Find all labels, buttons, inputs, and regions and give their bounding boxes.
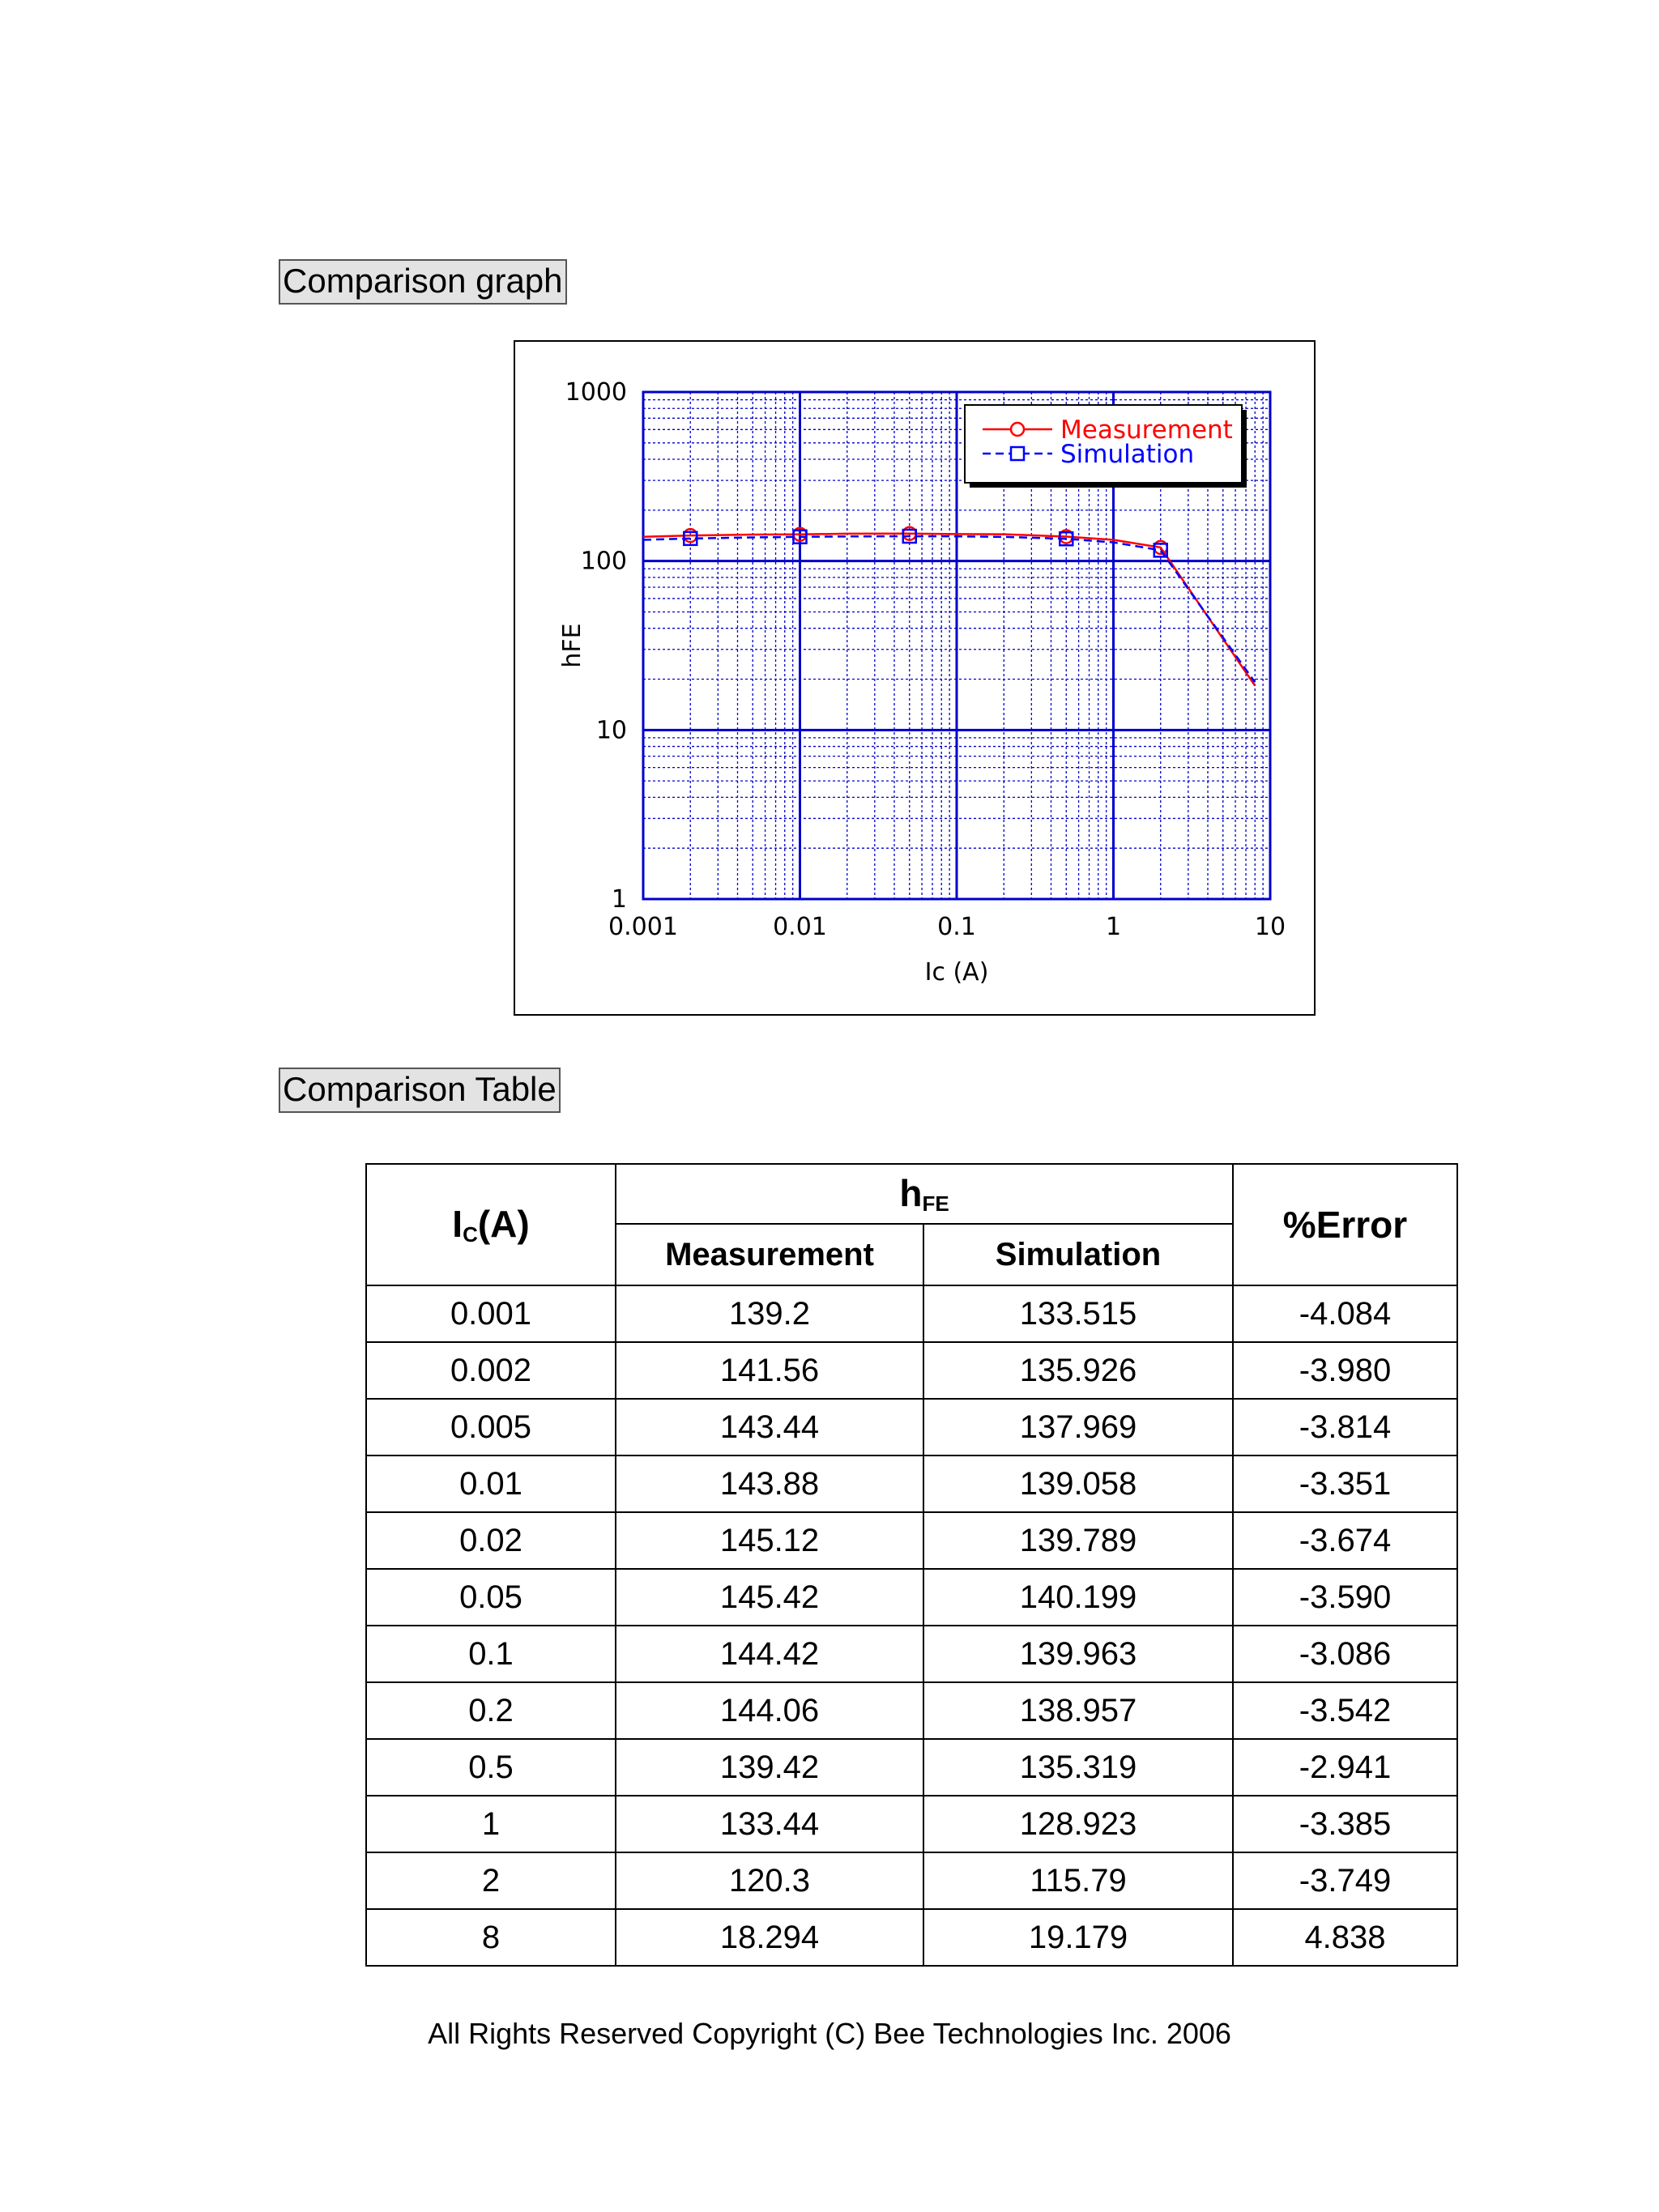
comparison-graph-heading: Comparison graph xyxy=(279,259,567,305)
cell-error: -3.385 xyxy=(1233,1796,1457,1852)
cell-ic: 8 xyxy=(366,1909,616,1966)
header-ic: $I_C(A)$ xyxy=(366,1164,616,1285)
legend-label-measurement: Measurement xyxy=(1060,416,1233,445)
hfe-vs-ic-chart xyxy=(515,342,1314,1014)
cell-error: -4.084 xyxy=(1233,1285,1457,1342)
cell-error: -3.590 xyxy=(1233,1569,1457,1626)
y-tick-label: 100 xyxy=(580,547,627,576)
legend-square-marker xyxy=(1011,447,1024,460)
cell-error: -3.351 xyxy=(1233,1455,1457,1512)
cell-ic: 0.05 xyxy=(366,1569,616,1626)
cell-ic: 0.01 xyxy=(366,1455,616,1512)
cell-measurement: 145.12 xyxy=(616,1512,923,1569)
table-row xyxy=(366,1739,1457,1796)
table-row xyxy=(366,1342,1457,1399)
cell-ic: 0.001 xyxy=(366,1285,616,1342)
cell-ic: 0.002 xyxy=(366,1342,616,1399)
y-tick-label: 10 xyxy=(595,716,627,745)
legend-label-simulation: Simulation xyxy=(1060,440,1195,469)
x-tick-label: 1 xyxy=(1105,913,1122,941)
legend-circle-marker xyxy=(1011,423,1024,436)
cell-ic: 0.02 xyxy=(366,1512,616,1569)
table-row xyxy=(366,1399,1457,1455)
cell-simulation: 137.969 xyxy=(923,1399,1233,1455)
x-tick-label: 10 xyxy=(1254,913,1286,941)
table-body xyxy=(366,1285,1457,1966)
cell-error: -2.941 xyxy=(1233,1739,1457,1796)
cell-measurement: 133.44 xyxy=(616,1796,923,1852)
copyright-footer: All Rights Reserved Copyright (C) Bee Technologies Inc. 2006 xyxy=(428,2017,1231,2050)
header-simulation: Simulation xyxy=(923,1224,1233,1285)
table-row xyxy=(366,1626,1457,1682)
cell-error: -3.542 xyxy=(1233,1682,1457,1739)
cell-simulation: 138.957 xyxy=(923,1682,1233,1739)
table-row xyxy=(366,1909,1457,1966)
y-axis-label: hFE xyxy=(558,623,586,668)
comparison-table-heading: Comparison Table xyxy=(279,1068,561,1113)
header-measurement: Measurement xyxy=(616,1224,923,1285)
cell-simulation: 139.963 xyxy=(923,1626,1233,1682)
table-row xyxy=(366,1569,1457,1626)
cell-measurement: 18.294 xyxy=(616,1909,923,1966)
table-row xyxy=(366,1796,1457,1852)
cell-measurement: 145.42 xyxy=(616,1569,923,1626)
cell-simulation: 19.179 xyxy=(923,1909,1233,1966)
cell-ic: 0.005 xyxy=(366,1399,616,1455)
cell-measurement: 143.88 xyxy=(616,1455,923,1512)
header-hfe: $h_{FE}$ xyxy=(616,1164,1233,1224)
cell-simulation: 135.926 xyxy=(923,1342,1233,1399)
cell-error: -3.086 xyxy=(1233,1626,1457,1682)
comparison-table xyxy=(365,1163,1458,1967)
cell-error: 4.838 xyxy=(1233,1909,1457,1966)
header-error: %Error xyxy=(1233,1164,1457,1285)
chart-frame xyxy=(514,340,1316,1016)
x-tick-label: 0.1 xyxy=(937,913,976,941)
cell-measurement: 143.44 xyxy=(616,1399,923,1455)
cell-simulation: 139.789 xyxy=(923,1512,1233,1569)
cell-measurement: 141.56 xyxy=(616,1342,923,1399)
table-row xyxy=(366,1285,1457,1342)
table-row xyxy=(366,1512,1457,1569)
cell-error: -3.674 xyxy=(1233,1512,1457,1569)
cell-measurement: 139.2 xyxy=(616,1285,923,1342)
x-axis-label: Ic (A) xyxy=(924,958,989,987)
y-tick-label: 1000 xyxy=(565,378,627,407)
y-tick-label: 1 xyxy=(611,885,627,914)
cell-measurement: 144.06 xyxy=(616,1682,923,1739)
cell-simulation: 115.79 xyxy=(923,1852,1233,1909)
cell-simulation: 133.515 xyxy=(923,1285,1233,1342)
cell-error: -3.814 xyxy=(1233,1399,1457,1455)
table-row xyxy=(366,1455,1457,1512)
cell-ic: 0.5 xyxy=(366,1739,616,1796)
cell-simulation: 139.058 xyxy=(923,1455,1233,1512)
cell-error: -3.980 xyxy=(1233,1342,1457,1399)
table-row xyxy=(366,1852,1457,1909)
cell-measurement: 144.42 xyxy=(616,1626,923,1682)
cell-ic: 0.1 xyxy=(366,1626,616,1682)
table-row xyxy=(366,1682,1457,1739)
cell-ic: 1 xyxy=(366,1796,616,1852)
x-tick-label: 0.001 xyxy=(608,913,678,941)
cell-simulation: 135.319 xyxy=(923,1739,1233,1796)
cell-measurement: 120.3 xyxy=(616,1852,923,1909)
cell-ic: 2 xyxy=(366,1852,616,1909)
cell-measurement: 139.42 xyxy=(616,1739,923,1796)
cell-simulation: 140.199 xyxy=(923,1569,1233,1626)
x-tick-label: 0.01 xyxy=(773,913,827,941)
cell-error: -3.749 xyxy=(1233,1852,1457,1909)
cell-simulation: 128.923 xyxy=(923,1796,1233,1852)
cell-ic: 0.2 xyxy=(366,1682,616,1739)
